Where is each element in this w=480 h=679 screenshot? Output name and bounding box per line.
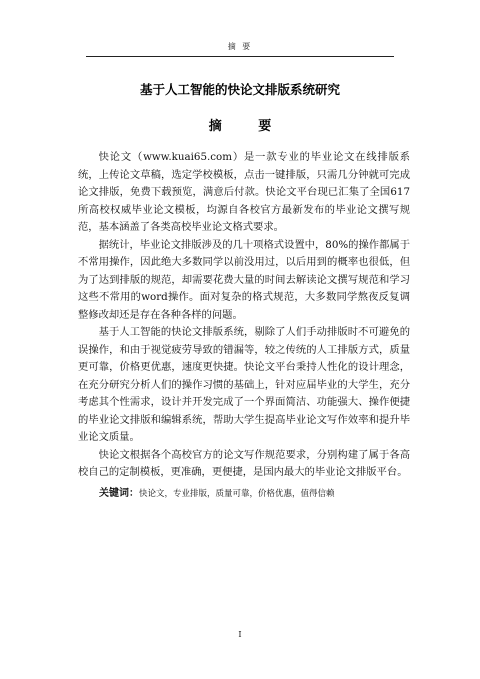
paragraph: 快论文（www.kuai65.com）是一款专业的毕业论文在线排版系统，上传论文草稿，选定学校模板，点击一键排版，只需几分钟就可完成论文排版，免费下载预览，满意后付款。快论文平台现已汇集了全国617所高校权威毕业论文模板，均源自各校官方最新发布的毕业论文撰写规范，基本涵盖了各类高校毕业论文格式要求。	[78, 151, 410, 233]
document-title: 基于人工智能的快论文排版系统研究	[139, 82, 340, 97]
page-number: I	[238, 630, 242, 639]
abstract-body	[78, 149, 410, 482]
keywords-text: 快论文，专业排版，质量可靠，价格优惠，值得信赖	[139, 489, 335, 499]
keywords	[99, 487, 419, 501]
header-rule	[86, 56, 394, 57]
paragraph: 快论文根据各个高校官方的论文写作规范要求，分别构建了属于各高校自己的定制模板，更准确，更便捷，是国内最大的毕业论文排版平台。	[78, 448, 410, 478]
keywords-label: 关键词：	[99, 488, 139, 499]
abstract-heading: 摘 要	[208, 119, 288, 134]
running-header: 摘 要	[227, 42, 253, 51]
paragraph: 基于人工智能的快论文排版系统，剔除了人们手动排版时不可避免的误操作，和由于视觉疲劳导致的错漏等，较之传统的人工排版方式，质量更可靠，价格更优惠，速度更快捷。快论文平台秉持人性化的设计理念，在充分研究分析人们的操作习惯的基础上，针对应届毕业的大学生，充分考虑其个性需求，设计并开发完成了一个界面简洁、功能强大、操作便捷的毕业论文排版和编辑系统，帮助大学生提高毕业论文写作效率和提升毕业论文质量。	[78, 326, 410, 443]
paragraph: 据统计，毕业论文排版涉及的几十项格式设置中，80%的操作都属于不常用操作，因此绝大多数同学以前没用过，以后用到的概率也很低，但为了达到排版的规范，却需要花费大量的时间去解读论文撰写规范和学习这些不常用的word操作。面对复杂的格式规范，大多数同学熬夜反复调整修改却还是存在各种各样的问题。	[78, 238, 410, 321]
